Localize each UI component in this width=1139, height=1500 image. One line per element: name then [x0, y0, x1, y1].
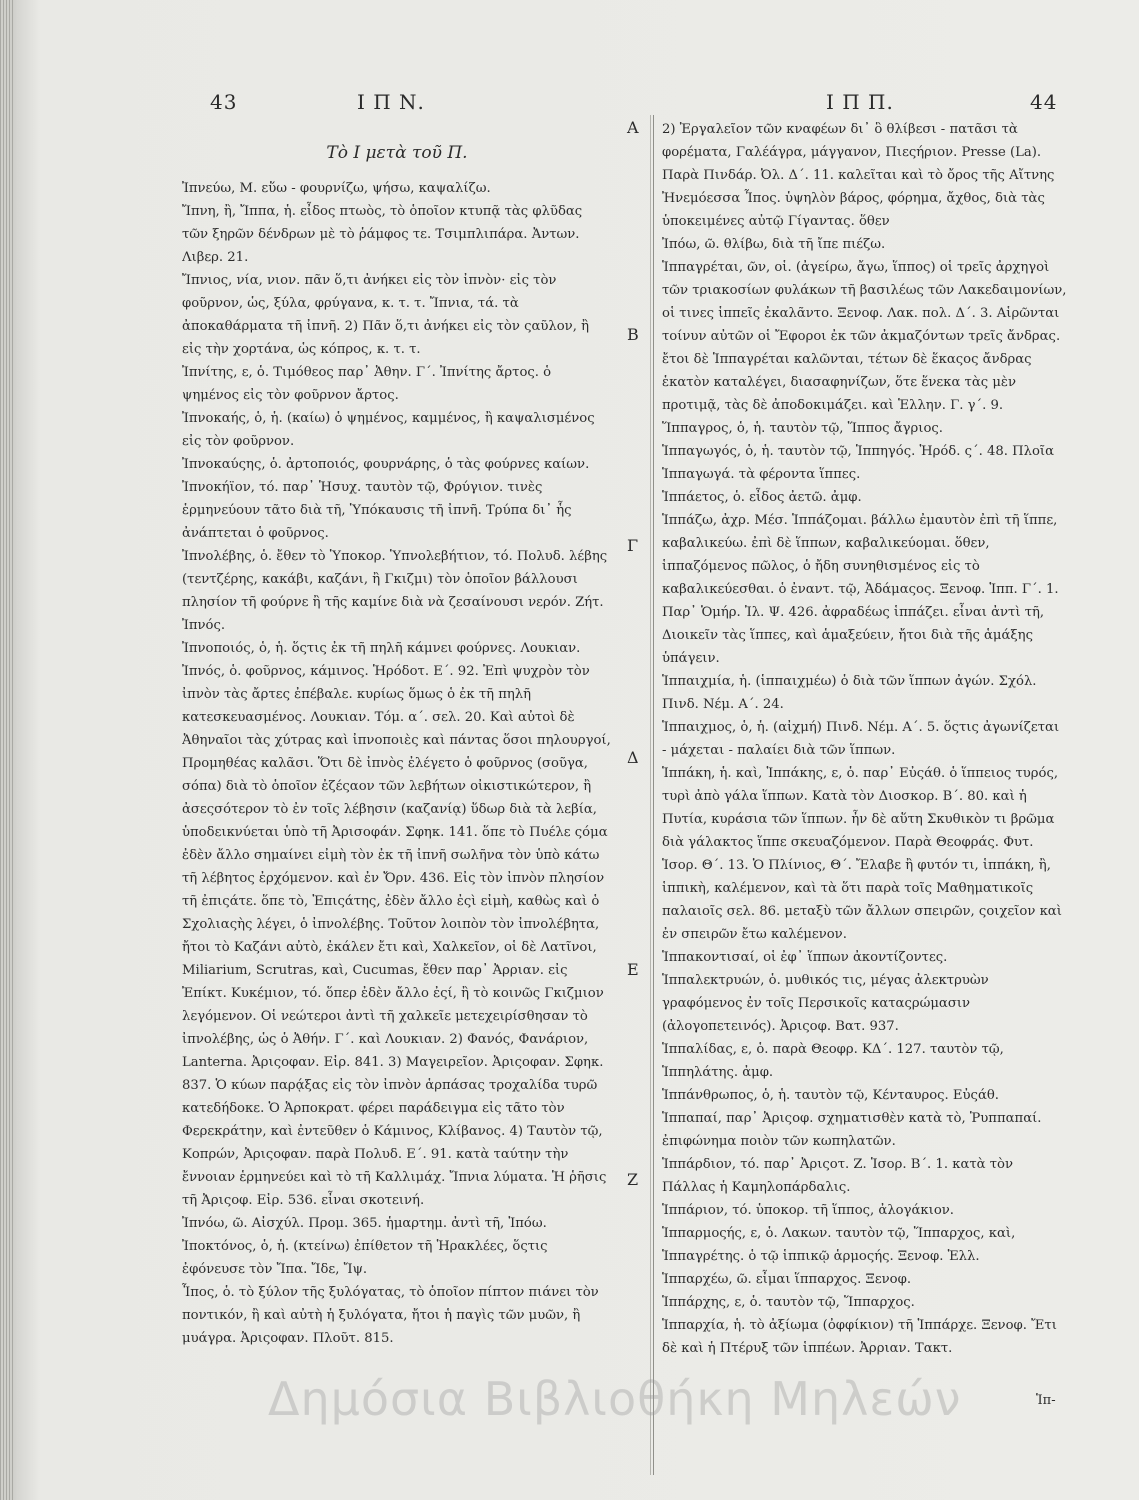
dictionary-entry: Ἱππαπαί, παρ᾽ Ἀριςοφ. σχηματισθὲν κατὰ τὸ, Ῥυππαπαί. ἐπιφώνημα ποιὸν τῶν κωπηλατῶν. — [662, 1111, 1042, 1149]
dictionary-entry: Ἱππάνθρωπος, ὁ, ἡ. ταυτὸν τῷ, Κένταυρος. Εὐςάθ. — [662, 1088, 999, 1103]
dictionary-entry: Ἱππάζω, ἀχρ. Μέσ. Ἱππάζομαι. βάλλω ἐμαυτὸν ἐπὶ τῆ ἵππε, καβαλικεύω. ἐπὶ δὲ ἵππων, καβαλικεύομαι. ὅθεν, ἱππαζόμενος πῶλος, ὁ ἤδη συνηθισμένος εἰς τὸ καβαλικεύεσθαι. ὁ ἐναντ. τῷ, Ἀδάμαςος. Ξενοφ. Ἱππ. Γ΄. 1. Παρ᾽ Ὁμήρ. Ἰλ. Ψ. 426. ἀφραδέως ἱππάζει. εἶναι ἀντὶ τῆ, Διοικεῖν τὰς ἵππες, καὶ ἁμαξεύειν, ἤτοι διὰ τῆς ἁμάξης ὑπάγειν. — [662, 513, 1059, 666]
dictionary-entry: Ἱππάρχης, ε, ὁ. ταυτὸν τῷ, Ἵππαρχος. — [662, 1295, 915, 1310]
column-rule — [653, 115, 654, 1475]
side-letter: Ζ — [627, 1170, 639, 1189]
dictionary-entry: Ἱππαλεκτρυών, ὁ. μυθικός τις, μέγας ἀλεκτρυὼν γραφόμενος ἐν τοῖς Περσικοῖς καταςρώμασιν (ἀλογοπετεινός). Ἀριςοφ. Βατ. 937. — [662, 973, 989, 1034]
library-watermark: Δημόσια Βιβλιοθήκη Μηλεών — [268, 1372, 962, 1426]
running-header — [0, 90, 1139, 120]
dictionary-entry: Ἰπνεύω, Μ. εὕω - φουρνίζω, ψήσω, καψαλίζω. — [182, 181, 491, 196]
dictionary-entry: Ἰπόω, ῶ. θλίβω, διὰ τῆ ἴπε πιέζω. — [662, 237, 886, 252]
dictionary-entry: Ἵππαγρος, ὁ, ἡ. ταυτὸν τῷ, Ἵππος ἄγριος. — [662, 421, 943, 436]
dictionary-entry: Ἱππάετος, ὁ. εἶδος ἀετῶ. ἀμφ. — [662, 490, 862, 505]
dictionary-entry: Ἱππάκη, ἡ. καὶ, Ἱππάκης, ε, ὁ. παρ᾽ Εὐςάθ. ὁ ἵππειος τυρός, τυρὶ ἀπὸ γάλα ἵππων. Κατὰ τὸν Διοσκορ. Β΄. 80. καὶ ἡ Πυτία, κυράσια τῶν ἵππων. ἦν δὲ αὕτη Σκυθικὸν τι βρῶμα διὰ γάλακτος ἵππε σκευαζόμενον. Παρὰ Θεοφράς. Φυτ. Ἱσορ. Θ΄. 13. Ὁ Πλίνιος, Θ΄. Ἔλαβε ἢ φυτόν τι, ἱππάκη, ἢ, ἱππικὴ, καλέμενον, καὶ τὰ ὅτι παρὰ τοῖς Μαθηματικοῖς παλαιοῖς σελ. 86. μεταξὺ τῶν ἄλλων σπειρῶν, ςοιχεῖον καὶ ἐν σπειρῶν ἔτω καλέμενον. — [662, 766, 1062, 942]
dictionary-entry: Ἰποκτόνος, ὁ, ἡ. (κτείνω) ἐπίθετον τῆ Ἡρακλέες, ὅςτις ἐφόνευσε τὸν Ἴπα. Ἴδε, Ἴψ. — [182, 1239, 548, 1277]
dictionary-entry: Ἱππάρδιον, τό. παρ᾽ Ἀριςοτ. Ζ. Ἱσορ. Β΄. 1. κατὰ τὸν Πάλλας ἡ Καμηλοπάρδαλις. — [662, 1157, 1013, 1195]
side-letter: Β — [627, 325, 639, 344]
running-head-right: Ι Π Π. — [826, 90, 894, 114]
dictionary-entry: Ἱππαρμοςής, ε, ὁ. Λακων. ταυτὸν τῷ, Ἵππαρχος, καὶ, Ἱππαγρέτης. ὁ τῷ ἱππικῷ ἁρμοςής. Ξενοφ. Ἑλλ. — [662, 1226, 1016, 1264]
side-letter: Ε — [627, 960, 639, 979]
right-column — [662, 118, 1067, 1448]
dictionary-entry: Ἱππαγωγός, ὁ, ἡ. ταυτὸν τῷ, Ἱππηγός. Ἡρόδ. ς΄. 48. Πλοῖα Ἱππαγωγά. τὰ φέροντα ἵππες. — [662, 444, 1055, 482]
dictionary-entry: Ἱππαιχμος, ὁ, ἡ. (αἰχμή) Πινδ. Νέμ. Α΄. 5. ὅςτις ἀγωνίζεται - μάχεται - παλαίει διὰ τῶν ἵππων. — [662, 720, 1060, 758]
catchword: Ἱπ- — [1036, 1393, 1056, 1408]
dictionary-entry: Ἰπνοκαύςης, ὁ. ἀρτοποιός, φουρνάρης, ὁ τὰς φούρνες καίων. — [182, 457, 590, 472]
left-column — [182, 118, 612, 1448]
side-letter: Δ — [627, 748, 639, 767]
dictionary-entry: Ἶπος, ὁ. τὸ ξύλον τῆς ξυλόγατας, τὸ ὁποῖον πίπτον πιάνει τὸν ποντικόν, ἢ καὶ αὐτὴ ἡ ξυλόγατα, ἤτοι ἡ παγὶς τῶν μυῶν, ἢ μυάγρα. Ἀριςοφαν. Πλοῦτ. 815. — [182, 1285, 599, 1346]
section-title: Τὸ Ι μετὰ τοῦ Π. — [326, 143, 468, 163]
dictionary-entry: Ἱππαγρέται, ῶν, οἱ. (ἀγείρω, ἄγω, ἵππος) οἱ τρεῖς ἀρχηγοὶ τῶν τριακοσίων φυλάκων τῆ βασιλέως τῶν Λακεδαιμονίων, οἱ τινες ἱππεῖς ἐκαλᾶντο. Ξενοφ. Λακ. πολ. Δ΄. 3. Αἱρῶνται τοίνυν αὐτῶν οἱ Ἔφοροι ἐκ τῶν ἀκμαζόντων τρεῖς ἄνδρας. ἔτοι δὲ Ἱππαγρέται καλῶνται, τέτων δὲ ἕκαςος ἄνδρας ἑκατὸν καταλέγει, διασαφηνίζων, ὅτε ἕνεκα τὰς μὲν προτιμᾷ, τὰς δὲ ἀποδοκιμάζει. καὶ Ἑλλην. Γ. γ΄. 9. — [662, 260, 1067, 413]
side-letter: Α — [627, 118, 639, 137]
dictionary-entry: Ἱππάριον, τό. ὑποκορ. τῆ ἵππος, ἀλογάκιον. — [662, 1203, 954, 1218]
dictionary-entry: Ἰπνοκήϊον, τό. παρ᾽ Ἡσυχ. ταυτὸν τῷ, Φρύγιον. τινὲς ἑρμηνεύουν τᾶτο διὰ τῆ, Ὑπόκαυσις τῆ ἰπνῆ. Τρύπα δι᾽ ἧς ἀνάπτεται ὁ φοῦρνος. — [182, 480, 572, 541]
dictionary-entry: Ἰπνοκαής, ὁ, ἡ. (καίω) ὁ ψημένος, καμμένος, ἢ καψαλισμένος εἰς τὸν φοῦρνον. — [182, 411, 595, 449]
dictionary-entry: Ἰπνίτης, ε, ὁ. Τιμόθεος παρ᾽ Ἀθην. Γ΄. Ἰπνίτης ἄρτος. ὁ ψημένος εἰς τὸν φοῦρνον ἄρτος. — [182, 365, 552, 403]
page-number-left: 43 — [210, 90, 238, 114]
dictionary-entry: Ἱππαρχία, ἡ. τὸ ἀξίωμα (ὀφφίκιον) τῆ Ἱππάρχε. Ξενοφ. Ἔτι δὲ καὶ ἡ Πτέρυξ τῶν ἱππέων. Ἀρριαν. Τακτ. — [662, 1318, 1057, 1356]
dictionary-entry: Ἴπνη, ἢ, Ἴππα, ἡ. εἶδος πτωὸς, τὸ ὁποῖον κτυπᾷ τὰς φλῦδας τῶν ξηρῶν δένδρων μὲ τὸ ῥάμφος τε. Τσιμπλιπάρα. Ἀντων. Λιβερ. 21. — [182, 204, 583, 265]
dictionary-entry: Ἱππαλίδας, ε, ὁ. παρὰ Θεοφρ. ΚΔ΄. 127. ταυτὸν τῷ, Ἱππηλάτης. ἀμφ. — [662, 1042, 1004, 1080]
page-number-right: 44 — [1030, 90, 1058, 114]
dictionary-entry: Ἱππαιχμία, ἡ. (ἱππαιχμέω) ὁ διὰ τῶν ἵππων ἀγών. Σχόλ. Πινδ. Νέμ. Α΄. 24. — [662, 674, 1037, 712]
dictionary-entry: 2) Ἐργαλεῖον τῶν κναφέων δι᾽ ὃ θλίβεσι - πατᾶσι τὰ φορέματα, Γαλέάγρα, μάγγανον, Πιεςήριον. Presse (La). Παρὰ Πινδάρ. Ὀλ. Δ΄. 11. καλεῖται καὶ τὸ ὄρος τῆς Αἴτνης Ἠνεμόεσσα Ἶπος. ὑψηλὸν βάρος, φόρημα, ἄχθος, διὰ τὰς ὑποκειμένες αὐτῷ Γίγαντας. ὅθεν — [662, 122, 1055, 229]
dictionary-entry: Ἰπνός, ὁ. φοῦρνος, κάμινος. Ἡρόδοτ. Ε΄. 92. Ἐπὶ ψυχρὸν τὸν ἰπνὸν τὰς ἄρτες ἐπέβαλε. κυρίως ὅμως ὁ ἐκ τῆ πηλῆ κατεσκευασμένος. Λουκιαν. Τόμ. α΄. σελ. 20. Καὶ αὐτοὶ δὲ Ἀθηναῖοι τὰς χύτρας καὶ ἰπνοποιὲς καὶ πάντας ὅσοι πηλουργοί, Προμηθέας καλᾶσι. Ὅτι δὲ ἰπνὸς ἐλέγετο ὁ φοῦρνος (σοῦγα, σόπα) διὰ τὸ ὁποῖον ἐζέςαον τῶν λεβήτων οἰκιστικώτερον, ἢ ἀσεςσότερον τὸ ἐν τοῖς λέβησιν (καζανίᾳ) ὕδωρ διὰ τὰ λεβία, ὑποδεικνύεται ὑπὸ τῆ Ἀρισοφάν. Σφηκ. 141. ὅπε τὸ Πυέλε ςόμα ἐδὲν ἄλλο σημαίνει εἰμὴ τὸν ἐκ τῆ ἰπνῆ σωλῆνα τὸν ὑπὸ κάτω τῆ λέβητος ἐρχόμενον. καὶ ἐν Ὄρν. 436. Εἰς τὸν ἰπνὸν πλησίον τῆ ἐπιςάτε. ὅπε τὸ, Ἐπιςάτης, ἐδὲν ἄλλο ἐςὶ εἰμὴ, καθὼς καὶ ὁ Σχολιαςὴς λέγει, ὁ ἰπνολέβης. Τοῦτον λοιπὸν τὸν ἰπνολέβητα, ἤτοι τὸ Καζάνι αὐτὸ, ἐκάλεν ἔτι καὶ, Χαλκεῖον, οἱ δὲ Λατῖνοι, Miliarium, Scrutras, καὶ, Cucumas, ἔθεν παρ᾽ Ἀρριαν. εἰς Ἐπίκτ. Κυκέμιον, τό. ὅπερ ἐδὲν ἄλλο ἐςί, ἢ τὸ κοινῶς Γκιζμιον λεγόμενον. Οἱ νεώτεροι ἀντὶ τῆ χαλκεῖε μετεχειρίσθησαν τὸ ἰπνολέβης, ὡς ὁ Ἀθήν. Γ΄. καὶ Λουκιαν. 2) Φανός, Φανάριον, Lanterna. Ἀριςοφαν. Εἰρ. 841. 3) Μαγειρεῖον. Ἀριςοφαν. Σφηκ. 837. Ὁ κύων παρᾴξας εἰς τὸν ἰπνὸν ἁρπάσας τροχαλίδα τυρῶ κατεδήδοκε. Ὁ Ἀρποκρατ. φέρει παράδειγμα εἰς τᾶτο τὸν Φερεκράτην, καὶ ἐντεῦθεν ὁ Κάμινος, Κλίβανος. 4) Ταυτὸν τῷ, Κοπρών, Ἀριςοφαν. παρὰ Πολυδ. Ε΄. 91. κατὰ ταύτην τὴν ἔννοιαν ἑρμηνεύει καὶ τὸ τῆ Καλλιμάχ. Ἴπνια λύματα. Ἡ ῥῆσις τῆ Ἀριςοφ. Εἰρ. 536. εἶναι σκοτεινή. — [182, 664, 611, 1208]
dictionary-entry: Ἱππαρχέω, ῶ. εἶμαι ἵππαρχος. Ξενοφ. — [662, 1272, 912, 1287]
book-spine — [0, 0, 14, 1500]
dictionary-entry: Ἰπνοποιός, ὁ, ἡ. ὅςτις ἐκ τῆ πηλῆ κάμνει φούρνες. Λουκιαν. — [182, 641, 581, 656]
dictionary-entry: Ἴπνιος, νία, νιον. πᾶν ὅ,τι ἀνήκει εἰς τὸν ἰπνὸν· εἰς τὸν φοῦρνον, ὡς, ξύλα, φρύγανα, κ. τ. τ. Ἴπνια, τά. τὰ ἀποκαθάρματα τῆ ἰπνῆ. 2) Πᾶν ὅ,τι ἀνήκει εἰς τὸν ςαῦλον, ἢ εἰς τὴν χορτάνα, ὡς κόπρος, κ. τ. τ. — [182, 273, 589, 357]
dictionary-entry: Ἱππακοντισαί, οἱ ἐφ᾽ ἵππων ἀκοντίζοντες. — [662, 950, 948, 965]
dictionary-entry: Ἰπνολέβης, ὁ. ἔθεν τὸ Ὑποκορ. Ὑπνολεβήτιον, τό. Πολυδ. λέβης (τεντζέρης, κακάβι, καζάνι, ἢ Γκιζμι) τὸν ὁποῖον βάλλουσι πλησίον τῆ φούρνε ἢ τῆς καμίνε διὰ νὰ ζεσαίνουσι νερόν. Ζήτ. Ἰπνός. — [182, 549, 608, 633]
running-head-left: Ι Π Ν. — [357, 90, 425, 114]
side-letter: Γ — [627, 536, 639, 555]
column-rule — [650, 115, 651, 1475]
dictionary-entry: Ἰπνόω, ῶ. Αἰσχύλ. Προμ. 365. ἡμαρτημ. ἀντὶ τῆ, Ἰπόω. — [182, 1216, 547, 1231]
